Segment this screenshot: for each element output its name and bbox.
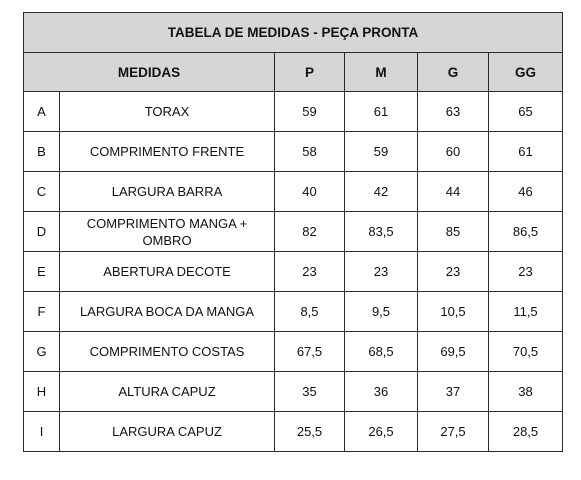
row-value-cell: 65 [489, 92, 563, 132]
row-value-cell: 68,5 [345, 332, 418, 372]
row-value-cell: 44 [418, 172, 489, 212]
row-code-cell: C [24, 172, 60, 212]
row-value-cell: 23 [489, 252, 563, 292]
table-row [24, 412, 563, 452]
row-value-cell: 70,5 [489, 332, 563, 372]
header-measures: MEDIDAS [24, 53, 275, 92]
row-measure-name-cell: LARGURA CAPUZ [60, 412, 275, 452]
row-value-cell: 59 [345, 132, 418, 172]
row-code-cell: B [24, 132, 60, 172]
header-size-gg: GG [489, 53, 563, 92]
row-value-cell: 85 [418, 212, 489, 252]
header-size-g: G [418, 53, 489, 92]
table-row [24, 92, 563, 132]
row-value-cell: 60 [418, 132, 489, 172]
row-value-cell: 86,5 [489, 212, 563, 252]
table-row [24, 252, 563, 292]
row-value-cell: 42 [345, 172, 418, 212]
row-value-cell: 23 [275, 252, 345, 292]
table-row [24, 332, 563, 372]
row-value-cell: 25,5 [275, 412, 345, 452]
row-value-cell: 9,5 [345, 292, 418, 332]
table-row [24, 172, 563, 212]
row-value-cell: 28,5 [489, 412, 563, 452]
size-chart-table [23, 12, 563, 452]
row-value-cell: 11,5 [489, 292, 563, 332]
header-size-m: M [345, 53, 418, 92]
row-value-cell: 69,5 [418, 332, 489, 372]
row-code-cell: A [24, 92, 60, 132]
row-value-cell: 38 [489, 372, 563, 412]
row-code-cell: I [24, 412, 60, 452]
row-value-cell: 35 [275, 372, 345, 412]
table-body [24, 92, 563, 452]
row-code-cell: E [24, 252, 60, 292]
row-measure-name-cell: ALTURA CAPUZ [60, 372, 275, 412]
header-size-p: P [275, 53, 345, 92]
row-value-cell: 26,5 [345, 412, 418, 452]
row-value-cell: 82 [275, 212, 345, 252]
row-value-cell: 23 [345, 252, 418, 292]
table-header-row [24, 53, 563, 92]
row-value-cell: 61 [345, 92, 418, 132]
row-value-cell: 27,5 [418, 412, 489, 452]
row-code-cell: G [24, 332, 60, 372]
row-measure-name-cell: TORAX [60, 92, 275, 132]
row-value-cell: 37 [418, 372, 489, 412]
row-value-cell: 58 [275, 132, 345, 172]
row-value-cell: 36 [345, 372, 418, 412]
table-row [24, 212, 563, 252]
row-value-cell: 10,5 [418, 292, 489, 332]
row-code-cell: H [24, 372, 60, 412]
row-value-cell: 59 [275, 92, 345, 132]
row-value-cell: 83,5 [345, 212, 418, 252]
row-value-cell: 46 [489, 172, 563, 212]
row-measure-name-cell: COMPRIMENTO COSTAS [60, 332, 275, 372]
row-code-cell: F [24, 292, 60, 332]
table-title-row [24, 13, 563, 53]
table-row [24, 132, 563, 172]
row-measure-name-cell: COMPRIMENTO MANGA + OMBRO [60, 212, 275, 252]
row-measure-name-cell: COMPRIMENTO FRENTE [60, 132, 275, 172]
table-row [24, 292, 563, 332]
row-measure-name-cell: LARGURA BARRA [60, 172, 275, 212]
row-measure-name-cell: LARGURA BOCA DA MANGA [60, 292, 275, 332]
table-row [24, 372, 563, 412]
row-value-cell: 67,5 [275, 332, 345, 372]
row-value-cell: 8,5 [275, 292, 345, 332]
row-value-cell: 40 [275, 172, 345, 212]
row-value-cell: 61 [489, 132, 563, 172]
row-value-cell: 63 [418, 92, 489, 132]
row-measure-name-cell: ABERTURA DECOTE [60, 252, 275, 292]
table-title: TABELA DE MEDIDAS - PEÇA PRONTA [24, 13, 563, 53]
row-code-cell: D [24, 212, 60, 252]
row-value-cell: 23 [418, 252, 489, 292]
